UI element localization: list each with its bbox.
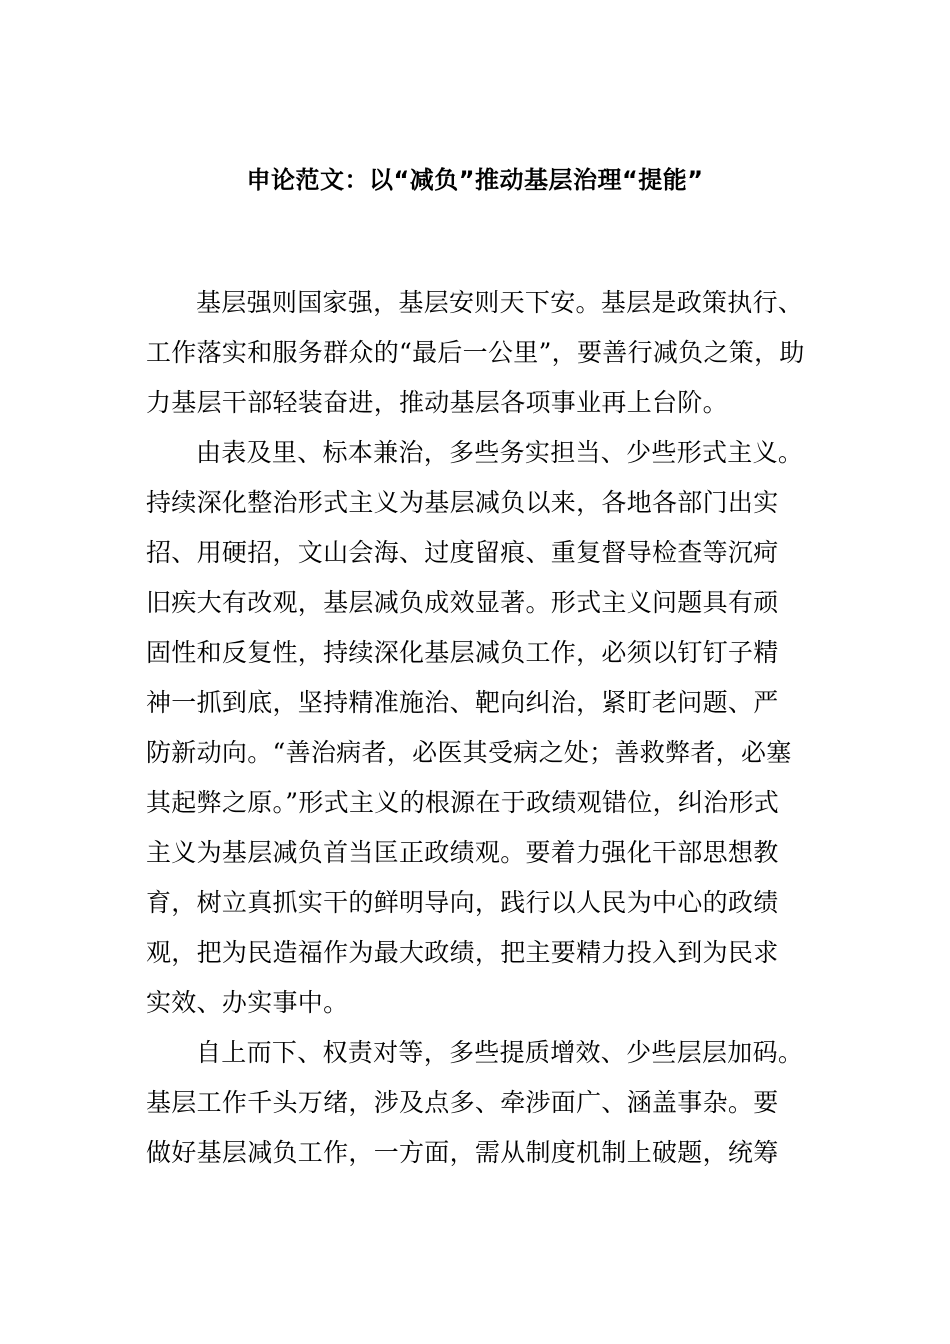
- text-line: 力基层干部轻装奋进，推动基层各项事业再上台阶。: [146, 388, 728, 417]
- text-line: 基层工作千头万绪，涉及点多、牵涉面广、涵盖事杂。要: [146, 1088, 779, 1117]
- text-line: 由表及里、标本兼治，多些务实担当、少些形式主义。: [196, 438, 804, 467]
- paragraph-2: [146, 428, 826, 1028]
- text-line: 招、用硬招，文山会海、过度留痕、重复督导检查等沉疴: [146, 538, 779, 567]
- text-line: 持续深化整治形式主义为基层减负以来，各地各部门出实: [146, 488, 779, 517]
- text-line: 工作落实和服务群众的“最后一公里”，要善行减负之策，助: [146, 338, 805, 367]
- document-title: 申论范文：以“减负”推动基层治理“提能”: [246, 166, 704, 194]
- paragraph-1: [146, 278, 826, 428]
- text-line: 固性和反复性，持续深化基层减负工作，必须以钉钉子精: [146, 638, 779, 667]
- text-line: 观，把为民造福作为最大政绩，把主要精力投入到为民求: [146, 938, 779, 967]
- text-line: 神一抓到底，坚持精准施治、靶向纠治，紧盯老问题、严: [146, 688, 779, 717]
- text-line: 主义为基层减负首当匡正政绩观。要着力强化干部思想教: [146, 838, 779, 867]
- document-body: [146, 278, 826, 1178]
- text-line: 其起弊之原。”形式主义的根源在于政绩观错位，纠治形式: [146, 788, 780, 817]
- text-line: 实效、办实事中。: [146, 988, 349, 1017]
- text-line: 旧疾大有改观，基层减负成效显著。形式主义问题具有顽: [146, 588, 779, 617]
- text-line: 育，树立真抓实干的鲜明导向，践行以人民为中心的政绩: [146, 888, 779, 917]
- paragraph-3: [146, 1028, 826, 1178]
- text-line: 自上而下、权责对等，多些提质增效、少些层层加码。: [196, 1038, 804, 1067]
- text-line: 防新动向。“善治病者，必医其受病之处；善救弊者，必塞: [146, 738, 792, 767]
- text-line: 基层强则国家强，基层安则天下安。基层是政策执行、: [196, 288, 804, 317]
- text-line: 做好基层减负工作，一方面，需从制度机制上破题，统筹: [146, 1138, 779, 1167]
